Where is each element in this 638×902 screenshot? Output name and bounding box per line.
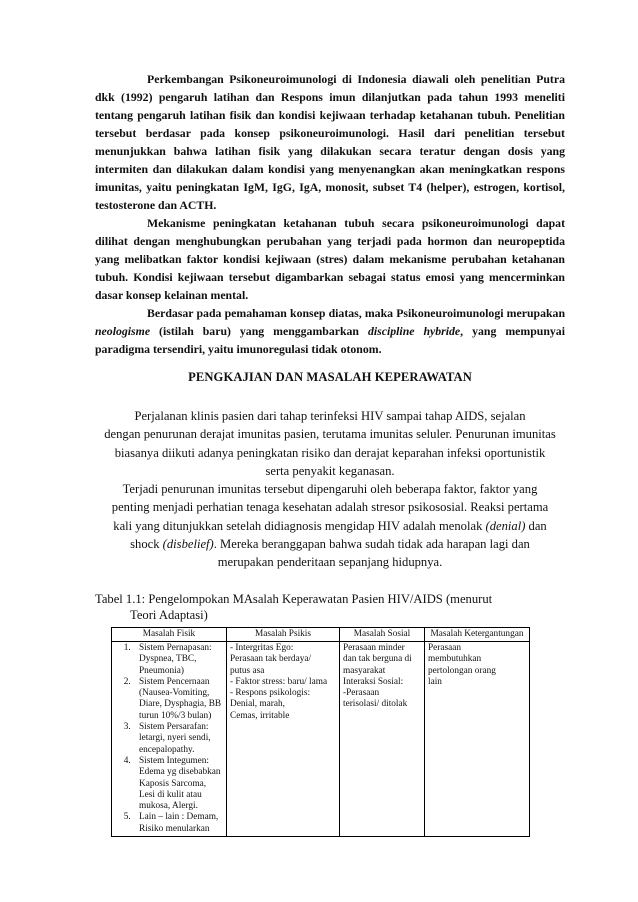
cell-line: dan tak berguna di	[343, 654, 412, 665]
paragraph-line	[95, 425, 565, 443]
cell-line: Perasaan minder	[343, 642, 405, 653]
header-psikis: Masalah Psikis	[227, 627, 340, 641]
table-caption	[95, 591, 565, 624]
text-run: , yang mempunyai paradigma tersendiri, yaitu imunoregulasi tidak otonom.	[95, 324, 565, 356]
text-run: Berdasar pada pemahaman konsep diatas, maka Psikoneuroimunologi merupakan	[147, 306, 565, 320]
cell-line: terisolasi/ ditolak	[343, 699, 408, 710]
text-run: biasanya diikuti adanya peningkatan risiko dan derajat keparahan infeksi oportunistik	[114, 445, 546, 460]
text-run: merupakan penderitaan sepanjang hidupnya.	[217, 555, 443, 570]
text-run: shock	[130, 537, 163, 552]
cell-fisik	[112, 641, 227, 836]
intro-paragraph	[95, 214, 565, 304]
italic-term: neologisme	[95, 324, 151, 338]
paragraph-line	[95, 444, 565, 462]
header-sosial: Masalah Sosial	[340, 627, 425, 641]
paragraph-line	[95, 480, 565, 498]
cell-line: Denial, marah,	[230, 699, 285, 710]
text-run: . Mereka beranggapan bahwa sudah tidak ada harapan lagi dan	[213, 537, 530, 552]
header-fisik: Masalah Fisik	[112, 627, 227, 641]
text-run: dan	[525, 518, 547, 533]
body-paragraph	[95, 480, 565, 571]
list-item: 2. Sistem Pencernaan (Nausea-Vomiting, Diare, Dysphagia, BB turun 10%/3 bulan)	[133, 677, 223, 722]
list-item: 1. Sistem Pernapasan: Dyspnea, TBC, Pneumonia)	[133, 643, 223, 677]
paragraph-line	[95, 498, 565, 516]
table-caption-line-1: Tabel 1.1: Pengelompokan MAsalah Keperawatan Pasien HIV/AIDS (menurut	[95, 591, 493, 606]
cell-line: - Intergritas Ego:	[230, 642, 294, 653]
list-item: 5. Lain – lain : Demam, Risiko menularkan	[133, 812, 223, 835]
text-run: Mekanisme peningkatan ketahanan tubuh secara psikoneuroimunologi dapat dilihat dengan menghubungkan perubahan yang terjadi pada hormon dan neuropeptida yang melibatkan faktor kondisi kejiwaan (stres) dalam mekanisme perubahan ketahanan tubuh. Kondisi kejiwaan tersebut digambarkan sebagai status emosi yang mencerminkan dasar konsep kelainan mental.	[95, 216, 565, 302]
cell-line: -Perasaan	[343, 688, 380, 699]
intro-section	[95, 70, 565, 358]
intro-paragraph	[95, 70, 565, 214]
text-run: (istilah baru) yang menggambarkan	[150, 324, 368, 338]
text-run: dengan penurunan derajat imunitas pasien, terutama imunitas seluler. Penurunan imunitas	[104, 427, 556, 442]
table-header-row	[112, 627, 530, 641]
text-run: kali yang ditunjukkan setelah didiagnosis mengidap HIV adalah menolak	[113, 518, 486, 533]
cell-line: - Faktor stress: baru/ lama	[230, 676, 328, 687]
cell-psikis	[227, 641, 340, 836]
cell-line: lain	[428, 676, 442, 687]
cell-line: masyarakat	[343, 665, 386, 676]
text-run: Perjalanan klinis pasien dari tahap terinfeksi HIV sampai tahap AIDS, sejalan	[134, 409, 526, 423]
cell-line: - Respons psikologis:	[230, 688, 311, 699]
cell-sosial	[340, 641, 425, 836]
cell-ketergantungan	[425, 641, 530, 836]
nursing-problems-table	[111, 627, 530, 837]
paragraph-line	[95, 462, 565, 480]
cell-line: membutuhkan	[428, 654, 482, 665]
section-heading: PENGKAJIAN DAN MASALAH KEPERAWATAN	[188, 370, 472, 384]
text-run: serta penyakit keganasan.	[265, 463, 395, 478]
cell-line: putus asa	[230, 665, 265, 676]
cell-line: Perasaan	[428, 642, 462, 653]
intro-paragraph	[95, 304, 565, 358]
cell-line: Cemas, irritable	[230, 710, 290, 721]
italic-term: discipline hybride	[367, 324, 461, 338]
table-caption-line-2: Teori Adaptasi)	[130, 608, 208, 623]
list-item: 3. Sistem Persarafan: letargi, nyeri sendi, encepalopathy.	[133, 722, 223, 756]
text-run: Terjadi penurunan imunitas tersebut dipengaruhi oleh beberapa faktor, faktor yang	[122, 482, 538, 497]
fisik-list	[115, 643, 223, 835]
cell-line: Interaksi Sosial:	[343, 676, 404, 687]
paragraph-line	[95, 535, 565, 553]
text-run: penting menjadi perhatian tenaga kesehatan adalah stresor psikososial. Reaksi pertama	[111, 500, 549, 515]
list-item: 4. Sistem Integumen: Edema yg disebabkan Kaposis Sarcoma, Lesi di kulit atau mukosa, Alergi.	[133, 756, 223, 812]
italic-term: (disbelief)	[162, 537, 214, 552]
body-section	[95, 407, 565, 572]
cell-line: pertolongan orang	[428, 665, 496, 676]
document-page	[95, 70, 565, 837]
paragraph-line	[95, 517, 565, 535]
italic-term: (denial)	[485, 518, 526, 533]
cell-line: Perasaan tak berdaya/	[230, 654, 312, 665]
text-run: Perkembangan Psikoneuroimunologi di Indonesia diawali oleh penelitian Putra dkk (1992) pengaruh latihan dan Respons imun dilanjutkan pada tahun 1993 meneliti tentang pengaruh latihan fisik dan kondisi kejiwaan terhadap ketahanan tubuh. Penelitian tersebut berdasar pada konsep psikoneuroimunologi. Hasil dari penelitian tersebut menunjukkan bahwa latihan fisik yang dilakukan secara teratur dengan dosis yang intermiten dan dilakukan dalam kondisi yang menyenangkan akan meningkatkan respons imunitas, yaitu peningkatan IgM, IgG, IgA, monosit, subset T4 (helper), estrogen, kortisol, testosterone dan ACTH.	[95, 72, 565, 212]
paragraph-line	[95, 407, 565, 425]
table-row	[112, 641, 530, 836]
body-paragraph	[95, 407, 565, 480]
paragraph-line	[95, 553, 565, 571]
header-ketergantungan: Masalah Ketergantungan	[425, 627, 530, 641]
